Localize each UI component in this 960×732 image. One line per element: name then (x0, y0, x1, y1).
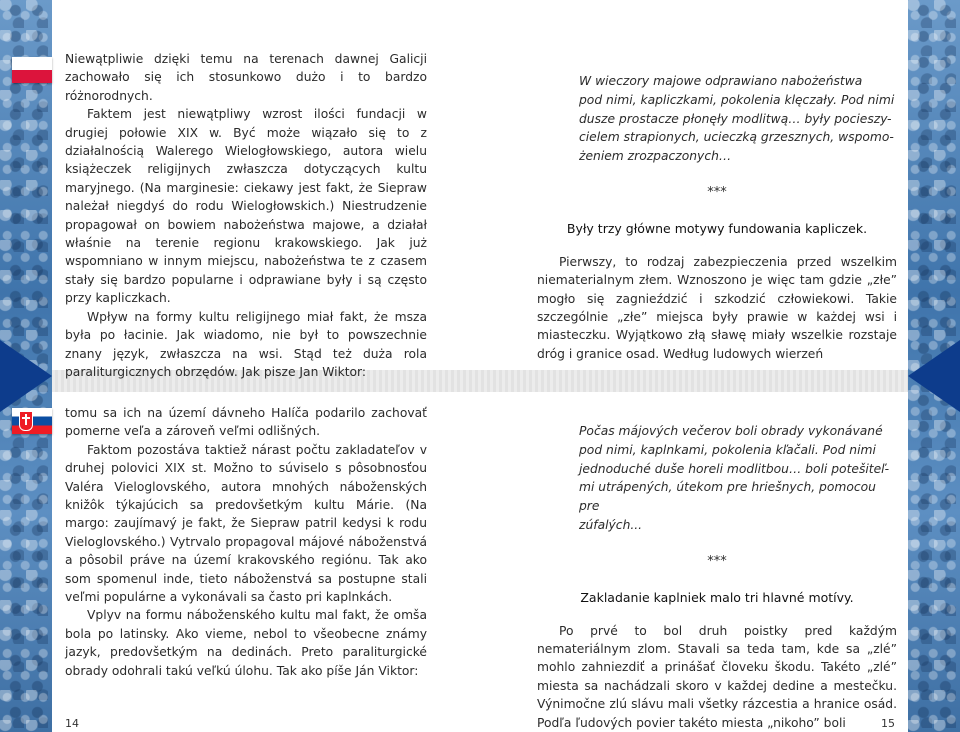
quote-line: jednoduché duše horeli modlitbou… boli potešiteľ- (579, 461, 890, 476)
quote-line: mi utrápených, útekom pre hriešnych, pomocou pre (579, 480, 876, 514)
quote-line: W wieczory majowe odprawiano nabożeństwa (579, 74, 863, 88)
quote-block (537, 72, 897, 166)
quote-line: dusze prostacze płonęły modlitwą… były pocieszy- (579, 111, 892, 126)
right-polish-text (537, 72, 897, 363)
section-stars: *** (707, 184, 727, 200)
right-slovak-text (537, 422, 897, 732)
quote-line: pod nimi, kapliczkami, pokolenia klęczały. Pod nimi (579, 92, 895, 107)
flag-slovakia-icon (12, 408, 52, 434)
quote-line: pod nimi, kaplnkami, pokolenia kľačali. Pod nimi (579, 442, 876, 457)
left-arrow-marker (0, 340, 52, 412)
page-number-left: 14 (65, 717, 79, 730)
quote-line: cielem strapionych, ucieczką grzesznych, wspomo- (579, 130, 894, 145)
quote-line: żeniem zrozpaczonych… (579, 149, 732, 164)
right-arrow-marker (908, 340, 960, 412)
section-heading: Były trzy główne motywy fundowania kapliczek. (566, 221, 868, 237)
quote-line: zúfalých... (579, 517, 643, 532)
paragraph: Po prvé to bol druh poistky pred každým nemateriálnym zlom. Stavali sa teda tam, kde sa „zlé” mohlo zahniezdiť a prinášať človeku škodu. Takéto „zlé” miesta sa nachádzali skoro v každej dedine a mestečku. Výnimočne zlú slávu mali všetky rázcestia a hranice osád. Podľa ľudových povier takéto miesta „nikoho” boli (537, 623, 897, 730)
paragraph: Faktem jest niewątpliwy wzrost ilości fundacji w drugiej połowie XIX w. Być może wiązało się to z działalnością Walerego Wielogłowskiego, autora wielu książeczek religijnych zwłaszcza dotyczących kultu maryjnego. (Na marginesie: ciekawy jest fakt, że Siepraw należał niegdyś do rodu Wielogłowskich.) Niestrudzenie propagował on bowiem nabożeństwa majowe, a działał właśnie na terenie regionu krakowskiego. Jak już wspomniano w innym miejscu, nabożeństwa te z czasem stały się bardzo popularne i odprawiane były i są często przy kapliczkach. (65, 107, 427, 306)
quote-line: Počas májových večerov boli obrady vykonávané (579, 424, 883, 438)
paragraph: Niewątpliwie dzięki temu na terenach dawnej Galicji zachowało się ich stosunkowo dużo i to bardzo różnorodnych. (65, 52, 427, 103)
paragraph: Wpływ na formy kultu religijnego miał fakt, że msza była po łacinie. Jak wiadomo, nie był to powszechnie znany język, zwłaszcza na wsi. Stąd też duża rola paraliturgicznych obrzędów. Jak pisze Jan Wiktor: (65, 309, 427, 379)
page-number-right: 15 (881, 717, 895, 730)
paragraph: tomu sa ich na území dávneho Halíča podarilo zachovať pomerne veľa a zároveň veľmi odlišných. (65, 406, 427, 439)
left-slovak-text (65, 404, 427, 680)
paragraph: Faktom pozostáva taktiež nárast počtu zakladateľov v druhej polovici XIX st. Možno to súviselo s pôsobnosťou Valéra Vieloglovského, autora mnohých náboženských knižôk týkajúcich sa predovšetkým kultu Márie. (Na margo: zaujímavý je fakt, že Siepraw patril kedysi k rodu Vieloglovského.) Vytrvalo propagoval májové náboženstvá a pôsobil práve na území krakovského regiónu. Tak ako som spomenul inde, tieto náboženstvá sa postupne stali veľmi populárne a vykonávali sa často pri kaplnkách. (65, 442, 427, 605)
quote-block (537, 422, 897, 535)
section-heading: Zakladanie kaplniek malo tri hlavné motívy. (580, 590, 854, 606)
paragraph: Vplyv na formu náboženského kultu mal fakt, že omša bola po latinsky. Ako vieme, nebol to všeobecne známy jazyk, predovšetkým na dedinách. Preto paraliturgické obrady odohrali takú veľkú úlohu. Tak ako píše Ján Viktor: (65, 608, 427, 678)
section-stars: *** (707, 553, 727, 569)
left-polish-text (65, 50, 427, 381)
paragraph: Pierwszy, to rodzaj zabezpieczenia przed wszelkim niematerialnym złem. Wznoszono je więc tam gdzie „złe” mogło się zagnieździć i szkodzić człowiekowi. Takie szczególnie „złe” miejsca były prawie w każdej wsi i miasteczku. Wyjątkowo złą sławę miały wszelkie rozstaje dróg i granice osad. Według ludowych wierzeń (537, 254, 897, 361)
flag-poland-icon (12, 57, 52, 83)
